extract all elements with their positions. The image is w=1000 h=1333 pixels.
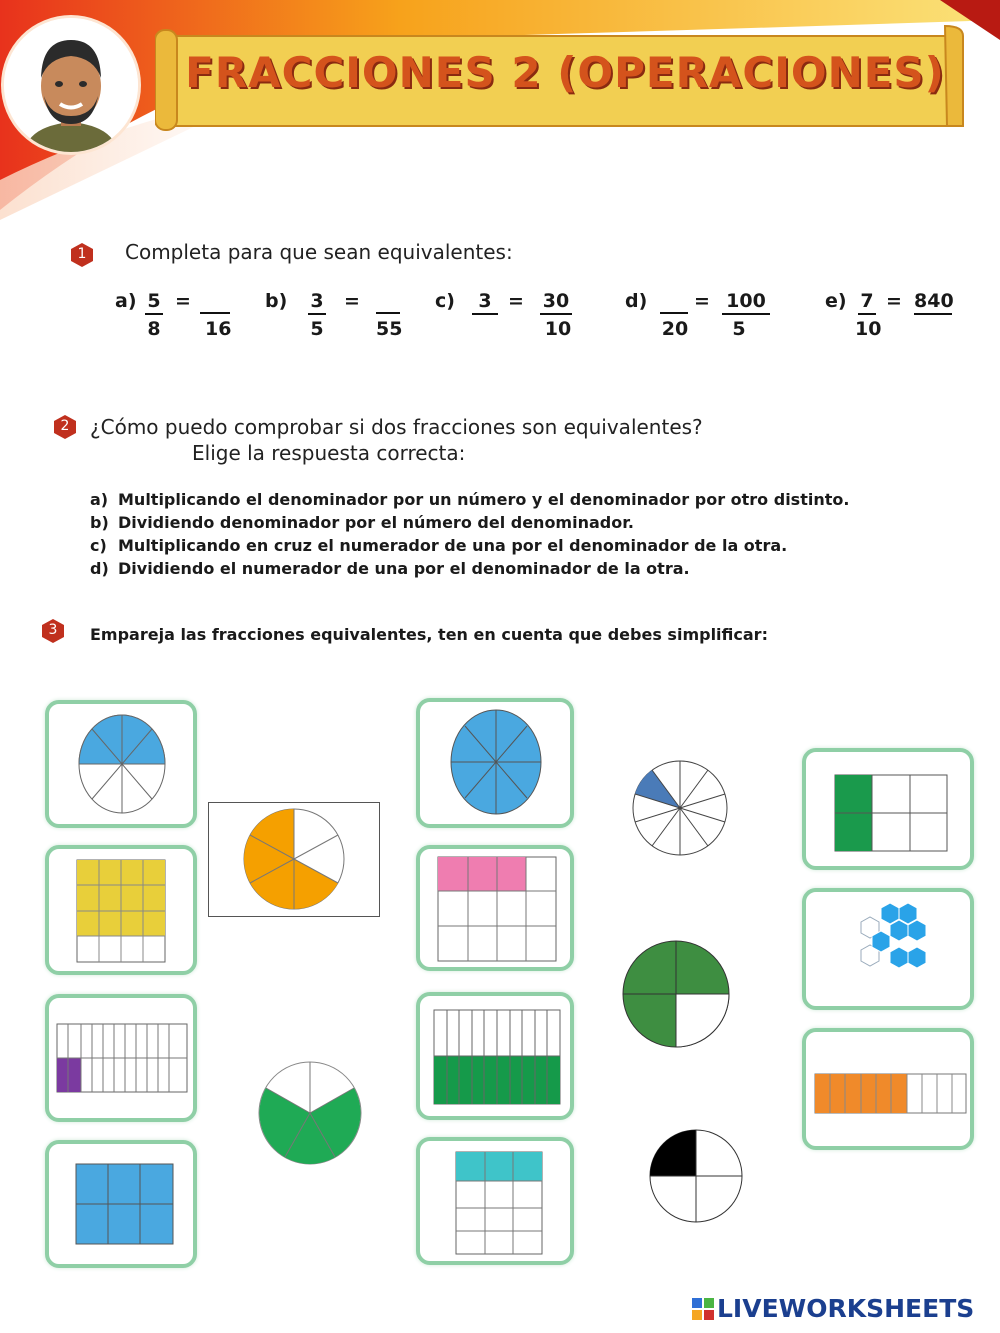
fraction-card[interactable] bbox=[646, 1128, 746, 1224]
question-2-text: ¿Cómo puedo comprobar si dos fracciones son equivalentes? bbox=[90, 415, 703, 439]
question-1-badge: 1 bbox=[70, 243, 94, 267]
exercise-d-denominator-1: 20 bbox=[661, 318, 689, 340]
fraction-figure-orange-circle bbox=[209, 803, 379, 916]
option-letter: d) bbox=[90, 559, 109, 578]
answer-options bbox=[90, 490, 849, 582]
fraction-figure-three-quarters bbox=[620, 938, 732, 1050]
fraction-card[interactable] bbox=[416, 992, 574, 1120]
fraction-figure-purple-bar bbox=[49, 998, 193, 1118]
exercise-a-letter: a) bbox=[115, 290, 137, 312]
page-title: FRACCIONES 2 (OPERACIONES) bbox=[185, 48, 945, 97]
fraction-card[interactable] bbox=[45, 1140, 197, 1268]
fraction-card[interactable] bbox=[416, 1137, 574, 1265]
fraction-figure-blue-grid bbox=[49, 1144, 193, 1264]
exercise-c-denominator-2: 10 bbox=[544, 318, 572, 340]
fraction-card[interactable] bbox=[255, 1058, 365, 1168]
fraction-figure-hexagons bbox=[806, 892, 970, 1006]
exercise-d-answer-input[interactable] bbox=[660, 290, 688, 314]
option-text: Multiplicando en cruz el numerador de una por el denominador de la otra. bbox=[118, 536, 788, 555]
fraction-card[interactable] bbox=[802, 748, 974, 870]
fraction-figure-one-quarter bbox=[646, 1128, 746, 1224]
fraction-figure-teal-grid bbox=[420, 1141, 570, 1261]
option-letter: a) bbox=[90, 490, 109, 509]
option-letter: b) bbox=[90, 513, 109, 532]
question-3-text: Empareja las fracciones equivalentes, ten en cuenta que debes simplificar: bbox=[90, 625, 768, 644]
option-text: Multiplicando el denominador por un número y el denominador por otro distinto. bbox=[118, 490, 850, 509]
exercise-a-denominator-2: 16 bbox=[205, 318, 232, 340]
option-b[interactable] bbox=[90, 513, 849, 536]
brand-text: LIVEWORKSHEETS bbox=[717, 1294, 975, 1323]
fraction-figure-orange-bar bbox=[806, 1032, 970, 1146]
exercise-b-letter: b) bbox=[265, 290, 288, 312]
fraction-card[interactable] bbox=[620, 938, 732, 1050]
option-text: Dividiendo el numerador de una por el denominador de la otra. bbox=[118, 559, 690, 578]
fraction-figure-green-columns bbox=[420, 996, 570, 1116]
fraction-card[interactable] bbox=[45, 845, 197, 975]
fraction-card[interactable] bbox=[628, 758, 733, 863]
question-2-badge: 2 bbox=[53, 415, 77, 439]
fraction-card[interactable] bbox=[416, 698, 574, 828]
fraction-card[interactable] bbox=[802, 1028, 974, 1150]
exercise-e-equals: = bbox=[886, 290, 902, 312]
liveworksheets-brand bbox=[692, 1294, 974, 1323]
exercise-c-numerator-2: 30 bbox=[540, 290, 572, 315]
liveworksheets-logo-icon bbox=[692, 1297, 714, 1319]
exercise-c-equals: = bbox=[508, 290, 524, 312]
option-letter: c) bbox=[90, 536, 107, 555]
option-text: Dividiendo denominador por el número del denominador. bbox=[118, 513, 634, 532]
exercise-d-letter: d) bbox=[625, 290, 648, 312]
exercise-d-denominator-2: 5 bbox=[732, 318, 746, 340]
exercise-b-numerator-1: 3 bbox=[308, 290, 326, 315]
option-a[interactable] bbox=[90, 490, 849, 513]
exercise-e-letter: e) bbox=[825, 290, 847, 312]
fraction-figure-pink-grid bbox=[420, 849, 570, 967]
fraction-figure-green-circle bbox=[255, 1058, 365, 1168]
exercise-b-answer-input[interactable] bbox=[376, 290, 400, 314]
fraction-card[interactable] bbox=[416, 845, 574, 971]
exercise-c-letter: c) bbox=[435, 290, 455, 312]
exercise-a-denominator-1: 8 bbox=[147, 318, 161, 340]
exercise-a-numerator-1: 5 bbox=[145, 290, 163, 315]
fraction-figure-grid-yellow bbox=[49, 849, 193, 971]
question-2-subtext: Elige la respuesta correcta: bbox=[192, 441, 466, 465]
exercise-d-numerator-2: 100 bbox=[722, 290, 770, 315]
option-c[interactable] bbox=[90, 536, 849, 559]
teacher-avatar-icon bbox=[4, 18, 138, 152]
fraction-card[interactable] bbox=[208, 802, 380, 917]
question-1-text: Completa para que sean equivalentes: bbox=[125, 240, 513, 264]
exercise-a-equals: = bbox=[175, 290, 191, 312]
option-d[interactable] bbox=[90, 559, 849, 582]
exercise-c-numerator-1: 3 bbox=[472, 290, 498, 315]
fraction-card[interactable] bbox=[802, 888, 974, 1010]
fraction-figure-green-rect bbox=[806, 752, 970, 866]
fraction-card[interactable] bbox=[45, 994, 197, 1122]
exercise-e-numerator-2: 840 bbox=[914, 290, 952, 315]
fraction-card[interactable] bbox=[45, 700, 197, 828]
exercise-b-denominator-1: 5 bbox=[310, 318, 324, 340]
fraction-figure-full-oval bbox=[420, 702, 570, 824]
exercise-b-denominator-2: 55 bbox=[376, 318, 403, 340]
fraction-figure-ten-sector-circle bbox=[628, 758, 733, 863]
question-3-badge: 3 bbox=[41, 619, 65, 643]
exercise-e-numerator-1: 7 bbox=[858, 290, 876, 315]
exercise-b-equals: = bbox=[344, 290, 360, 312]
exercise-e-denominator-1: 10 bbox=[855, 318, 882, 340]
fraction-figure-oval-half bbox=[49, 704, 193, 824]
exercise-d-equals: = bbox=[694, 290, 710, 312]
exercise-a-answer-input[interactable] bbox=[200, 290, 230, 314]
